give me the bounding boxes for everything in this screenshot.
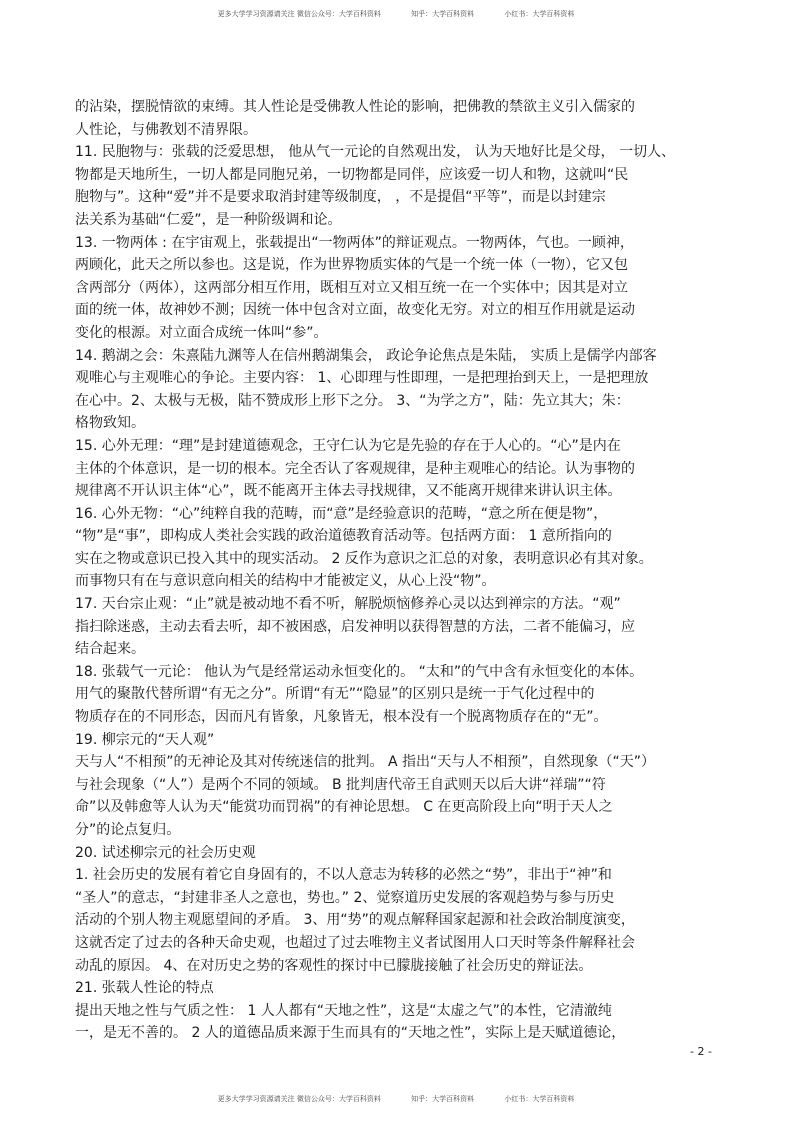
text-line: 提出天地之性与气质之性： 1 人人都有“天地之性”，这是“太虚之气”的本性，它清澈纯	[75, 1002, 612, 1019]
header-wechat: 更多大学学习资源请关注 微信公众号：大学百科资料	[217, 10, 381, 18]
text-line: 19. 柳宗元的“天人观”	[75, 731, 215, 748]
text-line: 分”的论点复归。	[75, 822, 181, 838]
text-line: 18. 张载气一元论： 他认为气是经常运动永恒变化的。 “太和”的气中含有永恒变化的本体。	[75, 663, 644, 680]
text-line: 物质存在的不同形态，因而凡有皆象，凡象皆无，根本没有一个脱离物质存在的“无”。	[75, 709, 608, 726]
document-body	[75, 96, 725, 1045]
text-line: 这就否定了过去的各种天命史观，也超过了过去唯物主义者试图用人口天时等条件解释社会	[75, 934, 635, 951]
page-number: - 2 -	[690, 1045, 712, 1058]
text-line: 人性论，与佛教划不清界限。	[75, 121, 257, 138]
text-line: “圣人”的意志，“封建非圣人之意也，势也。” 2、觉察道历史发展的客观趋势与参与历史	[75, 889, 615, 906]
text-line: 法关系为基础“仁爱”，是一种阶级调和论。	[75, 211, 342, 228]
text-line: 变化的根源。对立面合成统一体叫“参”。	[75, 324, 328, 341]
text-line: 14. 鹅湖之会：朱熹陆九渊等人在信州鹅湖集会， 政论争论焦点是朱陆， 实质上是儒学内部客	[75, 347, 657, 364]
header-zhihu: 知乎：大学百科资料	[411, 10, 475, 18]
text-line: 而事物只有在与意识意向相关的结构中才能被定义，从心上没“物”。	[75, 573, 496, 590]
text-line: 天与人“不相预”的无神论及其对传统迷信的批判。 A 指出“天与人不相预”，自然现象（“天”）	[75, 754, 655, 771]
footer-wechat: 更多大学学习资源请关注 微信公众号：大学百科资料	[217, 1095, 381, 1103]
text-line: 物都是天地所生，一切人都是同胞兄弟，一切物都是同伴，应该爱一切人和物，这就叫“民	[75, 166, 629, 183]
text-line: 结合起来。	[75, 641, 145, 658]
page-header	[0, 9, 792, 19]
text-line: 1. 社会历史的发展有着它自身固有的，不以人意志为转移的必然之“势”，非出于“神”和	[75, 867, 612, 884]
text-line: 11. 民胞物与：张载的泛爱思想， 他从气一元论的自然观出发， 认为天地好比是父母， 一切人、	[75, 144, 676, 161]
text-line: 21. 张载人性论的特点	[75, 980, 214, 997]
text-line: 用气的聚散代替所谓“有无之分”。所谓“有无”“隐显”的区别只是统一于气化过程中的	[75, 686, 595, 703]
text-line: “物”是“事”，即构成人类社会实践的政治道德教育活动等。包括两方面： 1 意所指向的	[75, 528, 612, 545]
text-line: 16. 心外无物：“心”纯粹自我的范畴，而“意”是经验意识的范畴，“意之所在便是物”，	[75, 505, 608, 522]
header-xiaohongshu: 小红书：大学百科资料	[504, 10, 575, 18]
text-line: 13. 一物两体 : 在宇宙观上，张载提出“一物两体”的辩证观点。一物两体，气也。一顾神，	[75, 234, 634, 251]
text-line: 格物致知。	[75, 415, 145, 432]
text-line: 20. 试述柳宗元的社会历史观	[75, 844, 256, 861]
text-line: 一，是无不善的。 2 人的道德品质来源于生而具有的“天地之性”，实际上是天赋道德论，	[75, 1025, 626, 1042]
text-line: 活动的个别人物主观愿望间的矛盾。 3、用“势”的观点解释国家起源和社会政治制度演变，	[75, 912, 635, 929]
text-line: 面的统一体，故神妙不测；因统一体中包含对立面，故变化无穷。对立的相互作用就是运动	[75, 302, 635, 319]
text-line: 命”以及韩愈等人认为天“能赏功而罚祸”的有神论思想。 C 在更高阶段上向“明于天人之	[75, 799, 613, 816]
text-line: 观唯心与主观唯心的争论。主要内容： 1、心即理与性即理，一是把理抬到天上，一是把理放	[75, 370, 649, 387]
text-line: 15. 心外无理：“理”是封建道德观念，王守仁认为它是先验的存在于人心的。“心”是内在	[75, 437, 621, 454]
footer-zhihu: 知乎：大学百科资料	[411, 1095, 475, 1103]
text-line: 主体的个体意识，是一切的根本。完全否认了客观规律，是种主观唯心的结论。认为事物的	[75, 460, 635, 477]
text-line: 动乱的原因。 4、在对历史之势的客观性的探讨中已朦胧接触了社会历史的辩证法。	[75, 957, 593, 974]
text-line: 实在之物或意识已投入其中的现实活动。 2 反作为意识之汇总的对象，表明意识必有其对象。	[75, 550, 653, 567]
page-footer	[0, 1094, 792, 1104]
text-line: 两顾化，此天之所以参也。这是说，作为世界物质实体的气是一个统一体（一物），它又包	[75, 257, 628, 274]
text-line: 胞物与”。这种“爱”并不是要求取消封建等级制度， ，不是提倡“平等”，而是以封建宗	[75, 189, 606, 206]
text-line: 指扫除迷惑，主动去看去听，却不被困惑，启发神明以获得智慧的方法，二者不能偏习，应	[75, 618, 635, 635]
footer-xiaohongshu: 小红书：大学百科资料	[504, 1095, 575, 1103]
text-line: 在心中。2、太极与无极，陆不赞成形上形下之分。 3、“为学之方”，陆：先立其大；朱：	[75, 392, 630, 409]
text-line: 17. 天台宗止观：“止”就是被动地不看不听，解脱烦恼修养心灵以达到禅宗的方法。“观”	[75, 596, 621, 613]
text-line: 含两部分（两体），这两部分相互作用，既相互对立又相互统一在一个实体中；因其是对立	[75, 279, 628, 296]
text-line: 与社会现象（“人”）是两个不同的领域。 B 批判唐代帝王自武则天以后大讲“祥瑞”“符	[75, 776, 606, 793]
text-line: 规律离不开认识主体“心”，既不能离开主体去寻找规律，又不能离开规律来讲认识主体。	[75, 483, 622, 500]
text-line: 的沾染，摆脱情欲的束缚。其人性论是受佛教人性论的影响，把佛教的禁欲主义引入儒家的	[75, 99, 635, 115]
